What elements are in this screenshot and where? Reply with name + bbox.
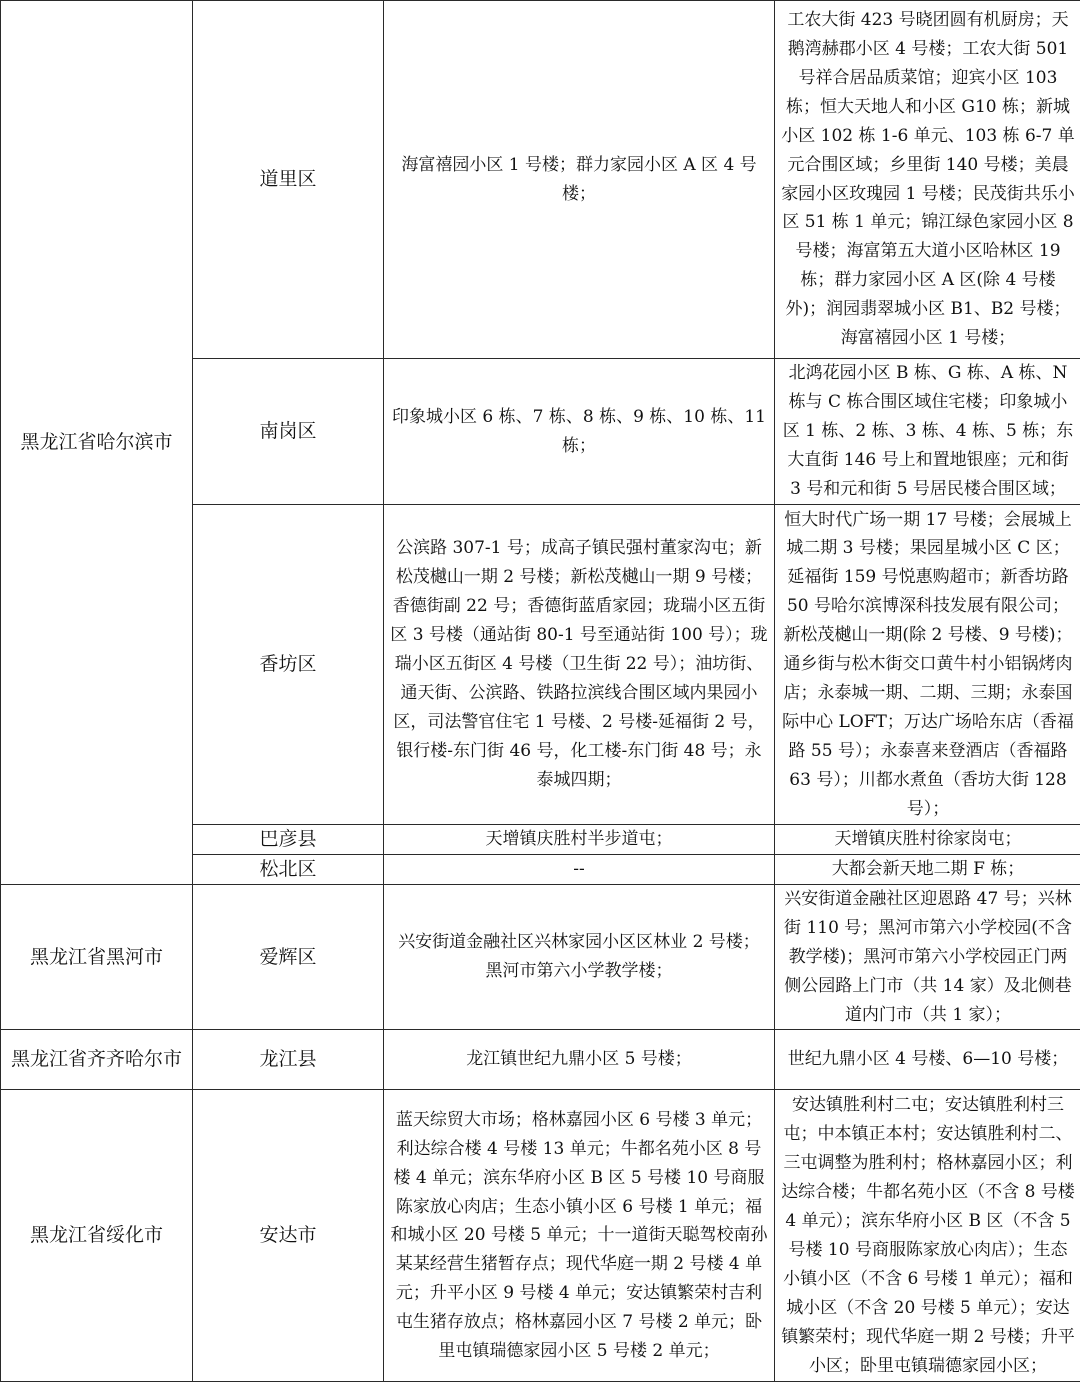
district-cell: 香坊区 xyxy=(193,505,384,825)
table-row xyxy=(1,1090,1080,1382)
district-cell: 安达市 xyxy=(193,1090,384,1382)
area-b-cell: 安达镇胜利村二屯；安达镇胜利村三屯；中本镇正本村；安达镇胜利村二、三屯调整为胜利村；格林嘉园小区；利达综合楼；牛都名苑小区（不含 8 号楼 4 单元）；滨东华府小区 B 区（不含 5 号楼 10 号商服陈家放心肉店）；生态小镇小区（不含 6 号楼 1 单元）；福和城小区（不含 20 号楼 5 单元）；安达镇繁荣村；现代华庭一期 2 号楼；升平小区；卧里屯镇瑞德家园小区； xyxy=(775,1090,1080,1382)
city-cell: 黑龙江省哈尔滨市 xyxy=(1,1,193,885)
area-b-cell: 兴安街道金融社区迎恩路 47 号；兴林街 110 号；黑河市第六小学校园(不含教学楼)；黑河市第六小学校园正门两侧公园路上门市（共 14 家）及北侧巷道内门市（共 1 家）； xyxy=(775,884,1080,1030)
area-a-cell: 龙江镇世纪九鼎小区 5 号楼； xyxy=(384,1030,775,1090)
table-row xyxy=(1,1030,1080,1090)
area-b-cell: 世纪九鼎小区 4 号楼、6—10 号楼； xyxy=(775,1030,1080,1090)
district-cell: 南岗区 xyxy=(193,359,384,505)
district-cell: 道里区 xyxy=(193,1,384,359)
area-a-cell: -- xyxy=(384,854,775,884)
district-cell: 巴彦县 xyxy=(193,825,384,855)
area-a-cell: 兴安街道金融社区兴林家园小区区林业 2 号楼；黑河市第六小学教学楼； xyxy=(384,884,775,1030)
area-b-cell: 天增镇庆胜村徐家岗屯； xyxy=(775,825,1080,855)
district-cell: 爱辉区 xyxy=(193,884,384,1030)
table-row xyxy=(1,1,1080,359)
city-cell: 黑龙江省黑河市 xyxy=(1,884,193,1030)
city-cell: 黑龙江省齐齐哈尔市 xyxy=(1,1030,193,1090)
area-a-cell: 天增镇庆胜村半步道屯； xyxy=(384,825,775,855)
area-b-cell: 北鸿花园小区 B 栋、G 栋、A 栋、N 栋与 C 栋合围区域住宅楼；印象城小区 1 栋、2 栋、3 栋、4 栋、5 栋；东大直街 146 号上和置地银座；元和街 3 号和元和街 5 号居民楼合围区域； xyxy=(775,359,1080,505)
area-a-cell: 海富禧园小区 1 号楼；群力家园小区 A 区 4 号楼； xyxy=(384,1,775,359)
city-cell: 黑龙江省绥化市 xyxy=(1,1090,193,1382)
area-a-cell: 公滨路 307-1 号；成高子镇民强村董家沟屯；新松茂樾山一期 2 号楼；新松茂樾山一期 9 号楼；香德街副 22 号；香德街蓝盾家园；珑瑞小区五街区 3 号楼（通站街 80-1 号至通站街 100 号）；珑瑞小区五街区 4 号楼（卫生街 22 号）；油坊街、通天街、公滨路、铁路拉滨线合围区域内果园小区，司法警官住宅 1 号楼、2 号楼-延福街 2 号，银行楼-东门街 46 号，化工楼-东门街 48 号；永泰城四期； xyxy=(384,505,775,825)
district-cell: 龙江县 xyxy=(193,1030,384,1090)
district-cell: 松北区 xyxy=(193,854,384,884)
area-a-cell: 蓝天综贸大市场；格林嘉园小区 6 号楼 3 单元；利达综合楼 4 号楼 13 单元；牛都名苑小区 8 号楼 4 单元；滨东华府小区 B 区 5 号楼 10 号商服陈家放心肉店；生态小镇小区 6 号楼 1 单元；福和城小区 20 号楼 5 单元；十一道街天聪驾校南孙某某经营生猪暂存点；现代华庭一期 2 号楼 4 单元；升平小区 9 号楼 4 单元；安达镇繁荣村吉利屯生猪存放点；格林嘉园小区 7 号楼 2 单元；卧里屯镇瑞德家园小区 5 号楼 2 单元； xyxy=(384,1090,775,1382)
table-row xyxy=(1,884,1080,1030)
area-b-cell: 恒大时代广场一期 17 号楼；会展城上城二期 3 号楼；果园星城小区 C 区；延福街 159 号悦惠购超市；新香坊路 50 号哈尔滨博深科技发展有限公司；新松茂樾山一期(除 2 号楼、9 号楼)；通乡街与松木街交口黄牛村小铝锅烤肉店；永泰城一期、二期、三期；永泰国际中心 LOFT；万达广场哈东店（香福路 55 号）；永泰喜来登酒店（香福路 63 号）；川都水煮鱼（香坊大街 128 号）； xyxy=(775,505,1080,825)
area-a-cell: 印象城小区 6 栋、7 栋、8 栋、9 栋、10 栋、11 栋； xyxy=(384,359,775,505)
area-b-cell: 工农大街 423 号晓团圆有机厨房；天鹅湾赫郡小区 4 号楼；工农大街 501 号祥合居品质菜馆；迎宾小区 103 栋；恒大天地人和小区 G10 栋；新城小区 102 栋 1-6 单元、103 栋 6-7 单元合围区域；乡里街 140 号楼；美晨家园小区玫瑰园 1 号楼；民茂街共乐小区 51 栋 1 单元；锦江绿色家园小区 8 号楼；海富第五大道小区哈林区 19 栋；群力家园小区 A 区(除 4 号楼外)；润园翡翠城小区 B1、B2 号楼；海富禧园小区 1 号楼； xyxy=(775,1,1080,359)
area-b-cell: 大都会新天地二期 F 栋； xyxy=(775,854,1080,884)
